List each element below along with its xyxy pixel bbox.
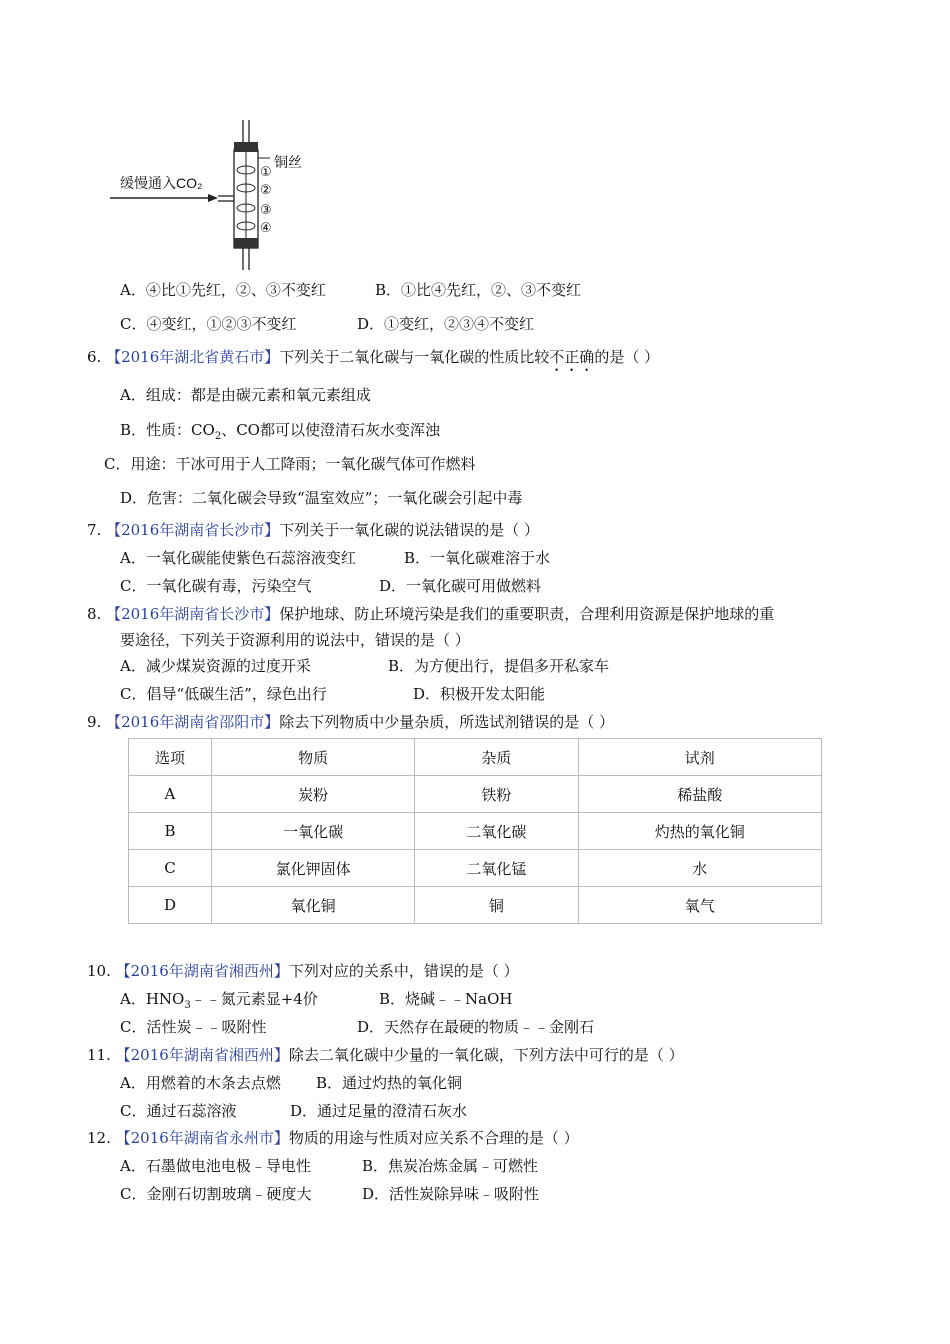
table-header: 物质 [211, 739, 414, 776]
q7-option-a: A．一氧化碳能使紫色石蕊溶液变红 [120, 549, 356, 567]
q10-option-a: A．$HNO_3﹣﹣$氮元素显+4价 [120, 990, 318, 1011]
q10-option-c: C．活性炭﹣﹣吸附性 [120, 1018, 267, 1036]
q10-option-b: B．烧碱﹣﹣NaOH [379, 990, 513, 1008]
q6-option-b: B．性质：$CO_2$、CO都可以使澄清石灰水变浑浊 [120, 421, 440, 442]
q8-option-b: B．为方便出行，提倡多开私家车 [388, 657, 610, 675]
question-number: 6. [87, 348, 102, 366]
table-header: 杂质 [415, 739, 578, 776]
table-cell: 炭粉 [211, 776, 414, 813]
options-table [128, 738, 822, 924]
table-cell: 氧化铜 [211, 887, 414, 924]
marker-3: ③ [260, 203, 272, 218]
q5-option-a: A．④比①先红，②、③不变红 [120, 281, 326, 299]
table-cell: C [129, 850, 212, 887]
table-cell: 铜 [415, 887, 578, 924]
table-cell: 铁粉 [415, 776, 578, 813]
question-number: 7. [87, 521, 102, 539]
emphasis-text: 不正确 [549, 348, 595, 366]
q10-option-d: D．天然存在最硬的物质﹣﹣金刚石 [357, 1018, 595, 1036]
table-cell: 氯化钾固体 [211, 850, 414, 887]
q6-option-d: D．危害：二氧化碳会导致“温室效应”；一氧化碳会引起中毒 [120, 489, 523, 507]
q5-option-c: C．④变红，①②③不变红 [120, 315, 297, 333]
co2-apparatus-diagram [108, 120, 338, 270]
q12-stem: 12. 【2016年湖南省永州市】物质的用途与性质对应关系不合理的是（ ） [87, 1129, 579, 1147]
table-cell: 二氧化碳 [415, 813, 578, 850]
question-source: 【2016年湖南省邵阳市】 [106, 713, 280, 731]
q6-option-a: A．组成：都是由碳元素和氧元素组成 [120, 386, 371, 404]
table-cell: A [129, 776, 212, 813]
q11-stem: 11. 【2016年湖南省湘西州】除去二氧化碳中少量的一氧化碳，下列方法中可行的是（ ） [87, 1046, 684, 1064]
table-cell: D [129, 887, 212, 924]
marker-1: ① [260, 165, 272, 180]
question-number: 11. [87, 1046, 111, 1064]
question-source: 【2016年湖南省永州市】 [115, 1129, 289, 1147]
question-number: 8. [87, 605, 102, 623]
q6-stem: 6. 【2016年湖北省黄石市】下列关于二氧化碳与一氧化碳的性质比较不正确的是（ ） [87, 348, 660, 366]
table-cell: 灼热的氧化铜 [578, 813, 822, 850]
table-row [129, 776, 822, 813]
q8-option-c: C．倡导“低碳生活”，绿色出行 [120, 685, 327, 703]
q11-option-d: D．通过足量的澄清石灰水 [290, 1102, 468, 1120]
q11-option-a: A．用燃着的木条去点燃 [120, 1074, 281, 1092]
table-header: 试剂 [578, 739, 822, 776]
q5-option-d: D．①变红，②③④不变红 [357, 315, 535, 333]
table-cell: B [129, 813, 212, 850]
q10-stem: 10. 【2016年湖南省湘西州】下列对应的关系中，错误的是（ ） [87, 962, 519, 980]
q12-option-d: D．活性炭除异味﹣吸附性 [362, 1185, 540, 1203]
question-source: 【2016年湖南省长沙市】 [106, 521, 280, 539]
q7-stem: 7. 【2016年湖南省长沙市】下列关于一氧化碳的说法错误的是（ ） [87, 521, 540, 539]
q8-option-a: A．减少煤炭资源的过度开采 [120, 657, 311, 675]
q8-option-d: D．积极开发太阳能 [413, 685, 546, 703]
marker-4: ④ [260, 221, 272, 236]
q8-stem: 8. 【2016年湖南省长沙市】保护地球、防止环境污染是我们的重要职责，合理利用资源是保护地球的重 [87, 605, 775, 623]
question-number: 10. [87, 962, 111, 980]
table-cell: 一氧化碳 [211, 813, 414, 850]
q5-option-b: B．①比④先红，②、③不变红 [375, 281, 582, 299]
table-row [129, 813, 822, 850]
inlet-label: 缓慢通入CO₂ [120, 175, 203, 191]
q7-option-c: C．一氧化碳有毒，污染空气 [120, 577, 312, 595]
q11-option-c: C．通过石蕊溶液 [120, 1102, 237, 1120]
q8-stem-cont: 要途径，下列关于资源利用的说法中，错误的是（ ） [120, 631, 470, 649]
q9-stem: 9. 【2016年湖南省邵阳市】除去下列物质中少量杂质，所选试剂错误的是（ ） [87, 713, 615, 731]
question-source: 【2016年湖南省湘西州】 [115, 1046, 289, 1064]
table-row [129, 887, 822, 924]
q12-option-c: C．金刚石切割玻璃﹣硬度大 [120, 1185, 312, 1203]
q7-option-d: D．一氧化碳可用做燃料 [379, 577, 542, 595]
wire-label: 铜丝 [274, 154, 302, 170]
q12-option-b: B．焦炭冶炼金属﹣可燃性 [362, 1157, 539, 1175]
question-number: 9. [87, 713, 102, 731]
question-number: 12. [87, 1129, 111, 1147]
table-cell: 氧气 [578, 887, 822, 924]
q12-option-a: A．石墨做电池电极﹣导电性 [120, 1157, 311, 1175]
question-source: 【2016年湖南省长沙市】 [106, 605, 280, 623]
q11-option-b: B．通过灼热的氧化铜 [316, 1074, 463, 1092]
q6-option-c: C．用途：干冰可用于人工降雨；一氧化碳气体可作燃料 [104, 455, 476, 473]
q7-option-b: B．一氧化碳难溶于水 [404, 549, 551, 567]
table-header-row [129, 739, 822, 776]
marker-2: ② [260, 183, 272, 198]
question-source: 【2016年湖北省黄石市】 [106, 348, 280, 366]
table-cell: 二氧化锰 [415, 850, 578, 887]
table-cell: 水 [578, 850, 822, 887]
table-row [129, 850, 822, 887]
table-cell: 稀盐酸 [578, 776, 822, 813]
question-source: 【2016年湖南省湘西州】 [115, 962, 289, 980]
table-header: 选项 [129, 739, 212, 776]
